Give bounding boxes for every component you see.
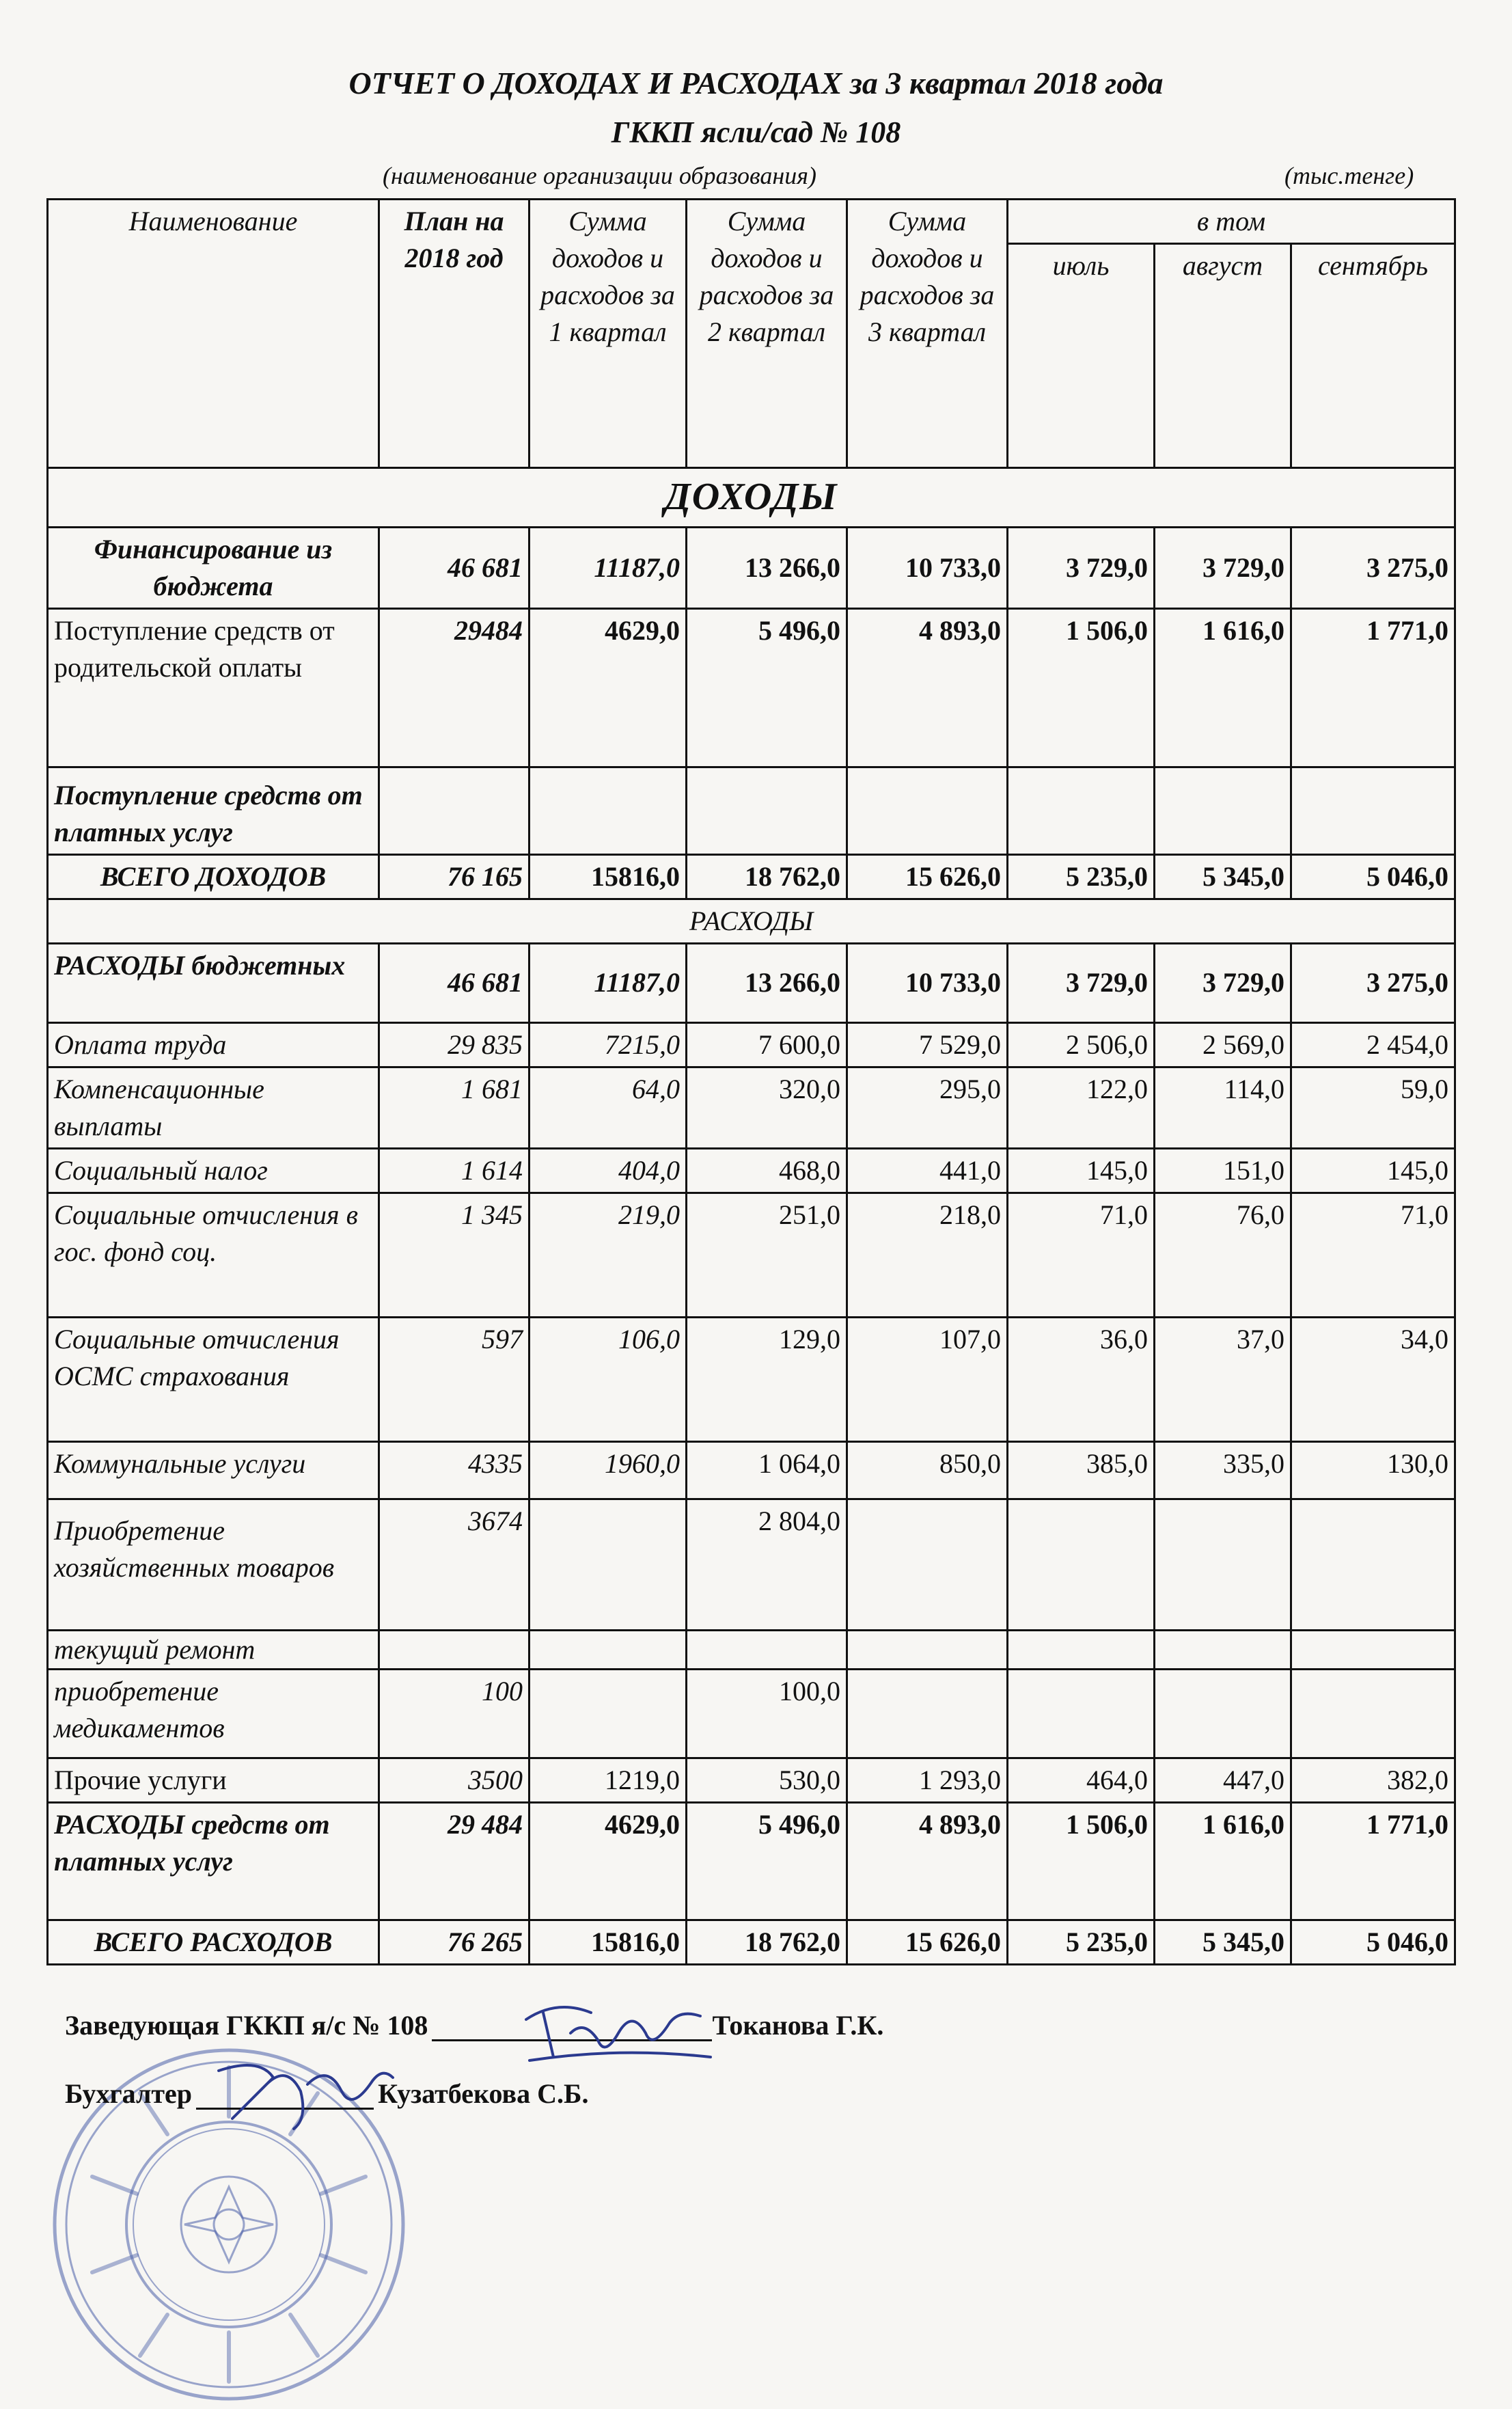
head-signature-line bbox=[65, 2009, 883, 2041]
cell-q3 bbox=[847, 1669, 1008, 1758]
col-header-q3: Сумма доходов и расходов за 3 квартал bbox=[847, 200, 1008, 468]
cell-q2: 530,0 bbox=[687, 1758, 847, 1802]
cell-q1: 64,0 bbox=[530, 1067, 687, 1148]
cell-september: 3 275,0 bbox=[1291, 943, 1455, 1022]
units-label: (тыс.тенге) bbox=[1284, 162, 1414, 189]
cell-august: 37,0 bbox=[1155, 1317, 1291, 1441]
row-name: Поступление средств от платных услуг bbox=[48, 767, 379, 854]
cell-q3: 441,0 bbox=[847, 1148, 1008, 1193]
col-header-september: сентябрь bbox=[1291, 244, 1455, 468]
cell-q3: 10 733,0 bbox=[847, 527, 1008, 608]
cell-plan: 46 681 bbox=[379, 527, 530, 608]
table-row bbox=[48, 1630, 1455, 1669]
cell-q2: 2 804,0 bbox=[687, 1499, 847, 1630]
cell-plan: 1 681 bbox=[379, 1067, 530, 1148]
cell-august: 3 729,0 bbox=[1155, 943, 1291, 1022]
cell-q1 bbox=[530, 1669, 687, 1758]
table-row bbox=[48, 854, 1455, 899]
table-row bbox=[48, 608, 1455, 767]
cell-q2: 468,0 bbox=[687, 1148, 847, 1193]
table-row bbox=[48, 1317, 1455, 1441]
cell-plan: 46 681 bbox=[379, 943, 530, 1022]
cell-q2: 13 266,0 bbox=[687, 943, 847, 1022]
cell-q1: 7215,0 bbox=[530, 1022, 687, 1067]
row-name: Социальные отчисления в гос. фонд соц. bbox=[48, 1193, 379, 1317]
col-header-august: август bbox=[1155, 244, 1291, 468]
organization-caption: (наименование организации образования) bbox=[383, 162, 816, 189]
cell-plan: 4335 bbox=[379, 1441, 530, 1499]
income-section-header: ДОХОДЫ bbox=[48, 468, 1455, 528]
cell-july: 1 506,0 bbox=[1008, 1802, 1155, 1920]
cell-july: 5 235,0 bbox=[1008, 854, 1155, 899]
cell-q1: 404,0 bbox=[530, 1148, 687, 1193]
row-name: ВСЕГО ДОХОДОВ bbox=[48, 854, 379, 899]
cell-august bbox=[1155, 1499, 1291, 1630]
cell-august: 5 345,0 bbox=[1155, 1920, 1291, 1964]
cell-july: 1 506,0 bbox=[1008, 608, 1155, 767]
cell-q1 bbox=[530, 1630, 687, 1669]
col-header-q2: Сумма доходов и расходов за 2 квартал bbox=[687, 200, 847, 468]
cell-july bbox=[1008, 1669, 1155, 1758]
cell-q1: 106,0 bbox=[530, 1317, 687, 1441]
cell-august: 447,0 bbox=[1155, 1758, 1291, 1802]
cell-plan: 29484 bbox=[379, 608, 530, 767]
cell-september: 59,0 bbox=[1291, 1067, 1455, 1148]
cell-plan: 3500 bbox=[379, 1758, 530, 1802]
cell-july: 71,0 bbox=[1008, 1193, 1155, 1317]
cell-september: 5 046,0 bbox=[1291, 1920, 1455, 1964]
col-header-plan: План на 2018 год bbox=[379, 200, 530, 468]
cell-july: 36,0 bbox=[1008, 1317, 1155, 1441]
cell-q1: 1960,0 bbox=[530, 1441, 687, 1499]
cell-september bbox=[1291, 767, 1455, 854]
cell-plan: 1 345 bbox=[379, 1193, 530, 1317]
row-name: приобретение медикаментов bbox=[48, 1669, 379, 1758]
cell-july: 122,0 bbox=[1008, 1067, 1155, 1148]
cell-august bbox=[1155, 767, 1291, 854]
cell-plan: 29 484 bbox=[379, 1802, 530, 1920]
cell-q2: 251,0 bbox=[687, 1193, 847, 1317]
income-expense-table bbox=[46, 198, 1456, 1965]
cell-august bbox=[1155, 1630, 1291, 1669]
row-name: Социальные отчисления ОСМС страхования bbox=[48, 1317, 379, 1441]
cell-q2: 5 496,0 bbox=[687, 1802, 847, 1920]
expenses-section-header: РАСХОДЫ bbox=[48, 899, 1455, 943]
row-name: Прочие услуги bbox=[48, 1758, 379, 1802]
cell-q1: 11187,0 bbox=[530, 527, 687, 608]
organization-name: ГККП ясли/сад № 108 bbox=[611, 115, 901, 149]
row-name: РАСХОДЫ средств от платных услуг bbox=[48, 1802, 379, 1920]
cell-july: 3 729,0 bbox=[1008, 943, 1155, 1022]
accountant-name: Кузатбекова С.Б. bbox=[378, 2078, 589, 2109]
table-row bbox=[48, 1148, 1455, 1193]
cell-august: 114,0 bbox=[1155, 1067, 1291, 1148]
row-name: Компенсационные выплаты bbox=[48, 1067, 379, 1148]
cell-september bbox=[1291, 1630, 1455, 1669]
table-row bbox=[48, 1499, 1455, 1630]
row-name: Финансирование из бюджета bbox=[48, 527, 379, 608]
cell-july: 3 729,0 bbox=[1008, 527, 1155, 608]
cell-july: 2 506,0 bbox=[1008, 1022, 1155, 1067]
row-name: Коммунальные услуги bbox=[48, 1441, 379, 1499]
cell-q2: 18 762,0 bbox=[687, 854, 847, 899]
cell-q3 bbox=[847, 1630, 1008, 1669]
cell-q2 bbox=[687, 767, 847, 854]
cell-q3: 107,0 bbox=[847, 1317, 1008, 1441]
row-name: Оплата труда bbox=[48, 1022, 379, 1067]
cell-august: 3 729,0 bbox=[1155, 527, 1291, 608]
table-row bbox=[48, 943, 1455, 1022]
cell-september: 2 454,0 bbox=[1291, 1022, 1455, 1067]
table-row bbox=[48, 1067, 1455, 1148]
cell-july bbox=[1008, 767, 1155, 854]
cell-august: 2 569,0 bbox=[1155, 1022, 1291, 1067]
col-header-name: Наименование bbox=[48, 200, 379, 468]
cell-q3: 15 626,0 bbox=[847, 854, 1008, 899]
cell-plan: 597 bbox=[379, 1317, 530, 1441]
cell-september: 71,0 bbox=[1291, 1193, 1455, 1317]
cell-september: 145,0 bbox=[1291, 1148, 1455, 1193]
cell-q1: 219,0 bbox=[530, 1193, 687, 1317]
cell-plan: 76 165 bbox=[379, 854, 530, 899]
cell-july: 385,0 bbox=[1008, 1441, 1155, 1499]
cell-q3: 7 529,0 bbox=[847, 1022, 1008, 1067]
cell-q1: 15816,0 bbox=[530, 1920, 687, 1964]
cell-july: 145,0 bbox=[1008, 1148, 1155, 1193]
cell-q1 bbox=[530, 1499, 687, 1630]
cell-september: 5 046,0 bbox=[1291, 854, 1455, 899]
cell-plan bbox=[379, 767, 530, 854]
table-row bbox=[48, 527, 1455, 608]
accountant-signature-icon bbox=[205, 2043, 403, 2139]
cell-plan: 3674 bbox=[379, 1499, 530, 1630]
cell-plan: 100 bbox=[379, 1669, 530, 1758]
cell-august: 335,0 bbox=[1155, 1441, 1291, 1499]
cell-july bbox=[1008, 1499, 1155, 1630]
table-row bbox=[48, 1758, 1455, 1802]
cell-q3: 218,0 bbox=[847, 1193, 1008, 1317]
head-name: Токанова Г.К. bbox=[712, 2010, 884, 2041]
cell-q3: 850,0 bbox=[847, 1441, 1008, 1499]
cell-q2 bbox=[687, 1630, 847, 1669]
cell-q3: 295,0 bbox=[847, 1067, 1008, 1148]
cell-q3: 4 893,0 bbox=[847, 608, 1008, 767]
cell-q2: 1 064,0 bbox=[687, 1441, 847, 1499]
row-name: Социальный налог bbox=[48, 1148, 379, 1193]
cell-q1: 1219,0 bbox=[530, 1758, 687, 1802]
cell-september bbox=[1291, 1669, 1455, 1758]
row-name: РАСХОДЫ бюджетных bbox=[48, 943, 379, 1022]
cell-q2: 320,0 bbox=[687, 1067, 847, 1148]
cell-q1: 4629,0 bbox=[530, 608, 687, 767]
cell-q3: 4 893,0 bbox=[847, 1802, 1008, 1920]
cell-plan: 76 265 bbox=[379, 1920, 530, 1964]
cell-september: 34,0 bbox=[1291, 1317, 1455, 1441]
cell-august: 151,0 bbox=[1155, 1148, 1291, 1193]
cell-q1: 11187,0 bbox=[530, 943, 687, 1022]
cell-plan bbox=[379, 1630, 530, 1669]
cell-september: 130,0 bbox=[1291, 1441, 1455, 1499]
cell-q3: 10 733,0 bbox=[847, 943, 1008, 1022]
head-signature-icon bbox=[516, 1992, 721, 2074]
cell-august bbox=[1155, 1669, 1291, 1758]
cell-july: 5 235,0 bbox=[1008, 1920, 1155, 1964]
table-row bbox=[48, 1669, 1455, 1758]
accountant-label: Бухгалтер bbox=[65, 2078, 193, 2109]
cell-august: 1 616,0 bbox=[1155, 1802, 1291, 1920]
cell-q2: 7 600,0 bbox=[687, 1022, 847, 1067]
table-row bbox=[48, 1193, 1455, 1317]
cell-plan: 29 835 bbox=[379, 1022, 530, 1067]
cell-q3 bbox=[847, 1499, 1008, 1630]
table-row bbox=[48, 1920, 1455, 1964]
cell-september: 382,0 bbox=[1291, 1758, 1455, 1802]
row-name: текущий ремонт bbox=[48, 1630, 379, 1669]
report-title: ОТЧЕТ О ДОХОДАХ И РАСХОДАХ за 3 квартал 2018 года bbox=[348, 66, 1164, 100]
cell-q2: 18 762,0 bbox=[687, 1920, 847, 1964]
head-label: Заведующая ГККП я/с № 108 bbox=[65, 2010, 428, 2041]
cell-q1: 4629,0 bbox=[530, 1802, 687, 1920]
cell-q3 bbox=[847, 767, 1008, 854]
cell-august: 76,0 bbox=[1155, 1193, 1291, 1317]
cell-q2: 13 266,0 bbox=[687, 527, 847, 608]
cell-q1 bbox=[530, 767, 687, 854]
row-name: Приобретение хозяйственных товаров bbox=[48, 1499, 379, 1630]
cell-q2: 129,0 bbox=[687, 1317, 847, 1441]
table-row bbox=[48, 767, 1455, 854]
cell-september: 1 771,0 bbox=[1291, 1802, 1455, 1920]
cell-q2: 5 496,0 bbox=[687, 608, 847, 767]
cell-july: 464,0 bbox=[1008, 1758, 1155, 1802]
row-name: ВСЕГО РАСХОДОВ bbox=[48, 1920, 379, 1964]
cell-august: 5 345,0 bbox=[1155, 854, 1291, 899]
table-row bbox=[48, 1441, 1455, 1499]
cell-september: 3 275,0 bbox=[1291, 527, 1455, 608]
cell-q2: 100,0 bbox=[687, 1669, 847, 1758]
table-row bbox=[48, 1022, 1455, 1067]
cell-august: 1 616,0 bbox=[1155, 608, 1291, 767]
cell-q3: 15 626,0 bbox=[847, 1920, 1008, 1964]
cell-july bbox=[1008, 1630, 1155, 1669]
cell-plan: 1 614 bbox=[379, 1148, 530, 1193]
cell-september: 1 771,0 bbox=[1291, 608, 1455, 767]
col-header-group: в том bbox=[1008, 200, 1455, 244]
col-header-july: июль bbox=[1008, 244, 1155, 468]
cell-q3: 1 293,0 bbox=[847, 1758, 1008, 1802]
col-header-q1: Сумма доходов и расходов за 1 квартал bbox=[530, 200, 687, 468]
cell-september bbox=[1291, 1499, 1455, 1630]
table-row bbox=[48, 1802, 1455, 1920]
cell-q1: 15816,0 bbox=[530, 854, 687, 899]
row-name: Поступление средств от родительской оплаты bbox=[48, 608, 379, 767]
